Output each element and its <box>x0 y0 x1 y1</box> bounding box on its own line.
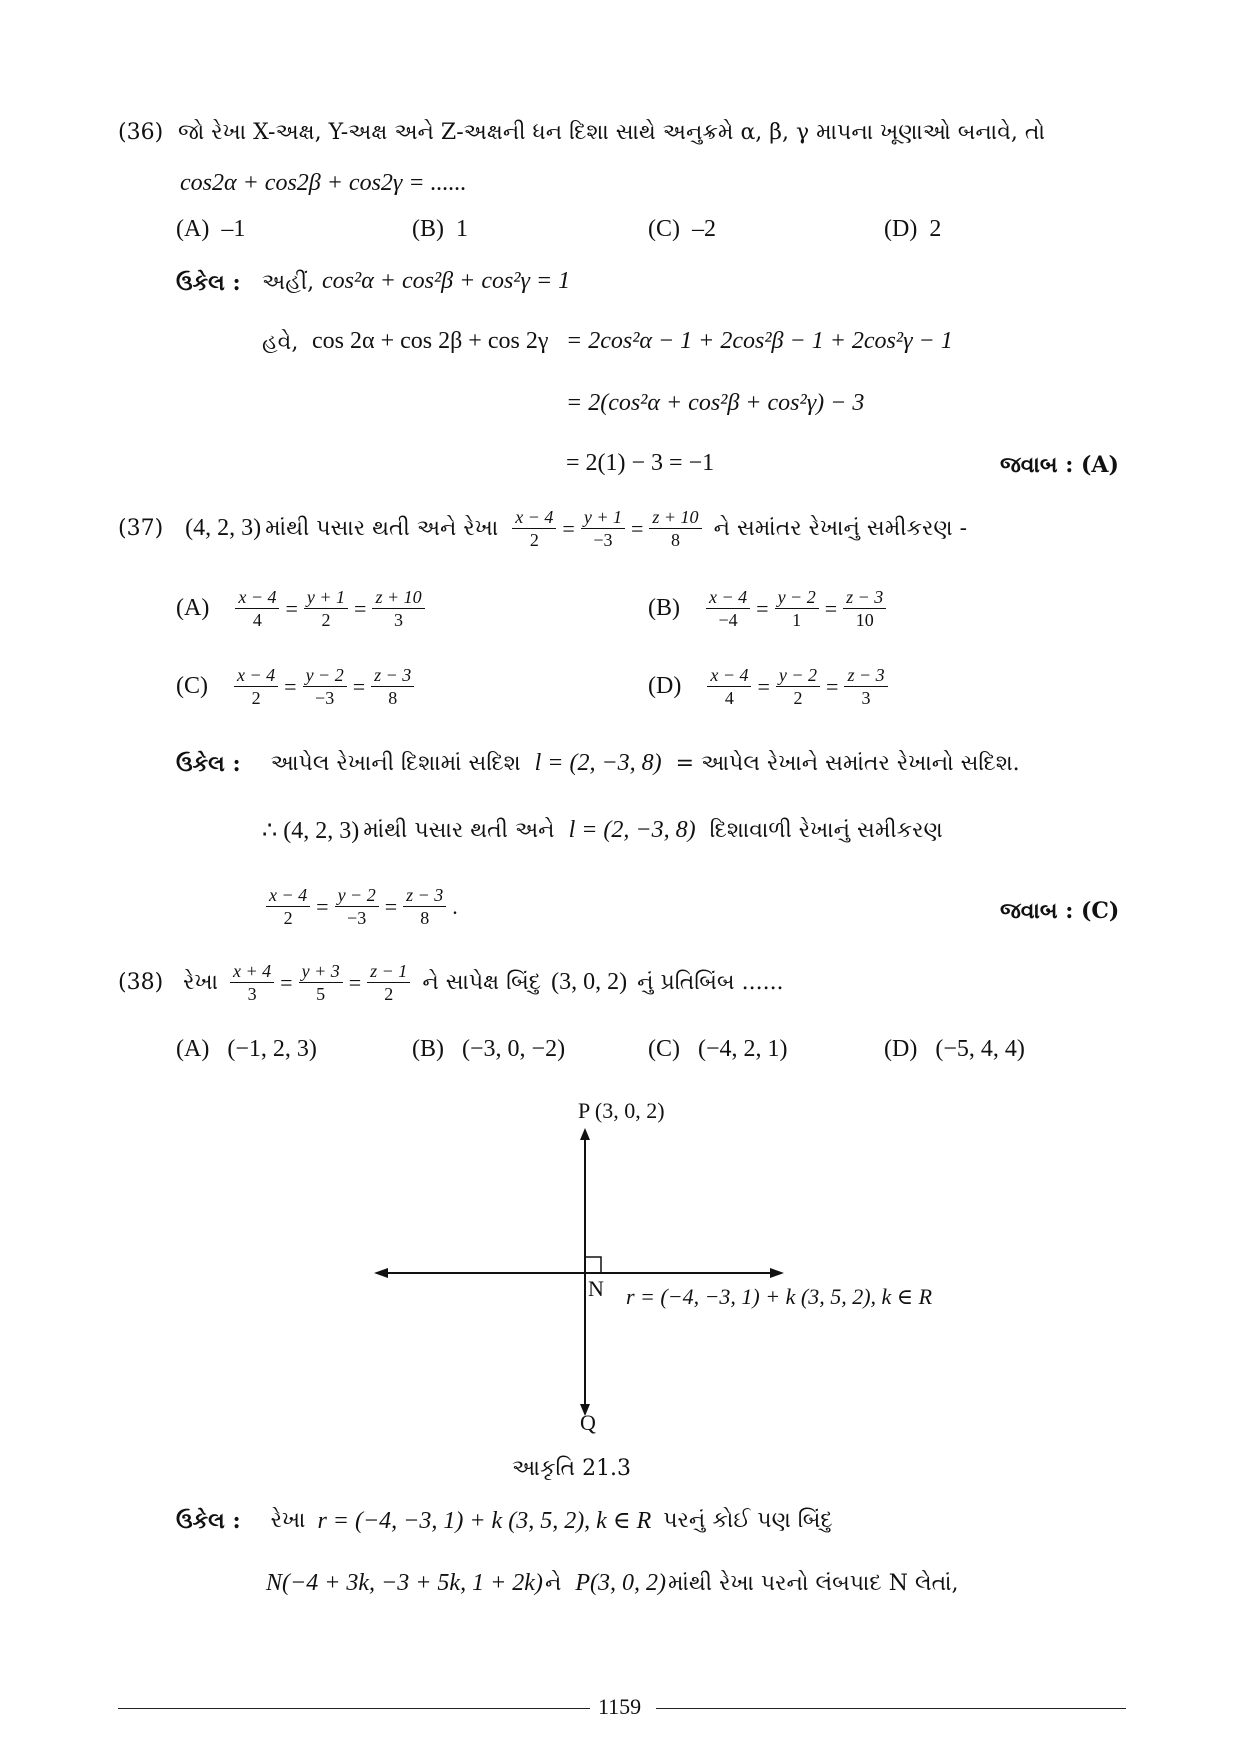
q36-expression: cos2α + cos2β + cos2γ = ...... <box>180 170 467 196</box>
q37-statement: (37) (4, 2, 3) માંથી પસાર થતી અને રેખા $\frac{x - 4}{2}$ = $\frac{y + 1}{-3}$ = $\frac{z + 10}{8}$ ને સમાંતર રેખાનું સમીકરણ - <box>118 507 968 550</box>
q38-solution-line2: N(−4 + 3k, −3 + 5k, 1 + 2k) ને P(3, 0, 2) માંથી રેખા પરનો લંબપાદ N લેતાં, <box>266 1570 959 1596</box>
q37-number: (37) <box>118 516 164 541</box>
q36-solution-step: = 2(cos²α + cos²β + cos²γ) − 3 <box>566 390 865 416</box>
q38-option-c: (C) (−4, 2, 1) <box>648 1036 788 1062</box>
q37-solution-equation: $\frac{x - 4}{2}$ = $\frac{y - 2}{-3}$ = $\frac{z - 3}{8}$ . <box>266 884 464 929</box>
q36-solution-word: અહીં, <box>262 270 315 295</box>
q37-direction-vector: l = (2, −3, 8) <box>534 750 662 776</box>
q36-option-a: (A) –1 <box>176 216 246 242</box>
q36-solution-label: ઉકેલ : <box>176 270 241 296</box>
q36-option-b: (B) 1 <box>412 216 468 242</box>
q38-option-d: (D) (−5, 4, 4) <box>884 1036 1025 1062</box>
q37-point: (4, 2, 3) <box>185 515 262 541</box>
q38-option-a: (A) (−1, 2, 3) <box>176 1036 317 1062</box>
q38-solution-label: ઉકેલ : <box>176 1507 241 1534</box>
figure-line-equation: r = (−4, −3, 1) + k (3, 5, 2), k ∈ R <box>626 1284 933 1309</box>
figure-label-n: N <box>588 1276 604 1301</box>
q36-solution-word-2: હવે, <box>262 330 299 355</box>
q36-answer: જવાબ : (A) <box>1000 452 1119 478</box>
q37-line-frac-z: $\frac{z + 10}{8}$ <box>649 506 701 551</box>
arrow-up-icon <box>580 1128 590 1140</box>
q37-line-frac-y: $\frac{y + 1}{-3}$ <box>581 506 625 551</box>
q38-solution-line1: ઉકેલ : રેખા r = (−4, −3, 1) + k (3, 5, 2), k ∈ R પરનું કોઈ પણ બિંદુ <box>176 1507 833 1534</box>
q36-solution-lhs: cos 2α + cos 2β + cos 2γ <box>312 328 549 354</box>
q37-solution-label: ઉકેલ : <box>176 750 241 777</box>
q37-option-b: (B) $\frac{x - 4}{-4}$ = $\frac{y - 2}{1}$ = $\frac{z - 3}{10}$ <box>648 586 886 631</box>
q36-option-d: (D) 2 <box>884 216 942 242</box>
q36-solution-rhs: = 2cos²α − 1 + 2cos²β − 1 + 2cos²γ − 1 <box>566 328 953 354</box>
q36-option-c: (C) –2 <box>648 216 716 242</box>
figure-label-q: Q <box>580 1410 596 1435</box>
q37-answer: જવાબ : (C) <box>1000 898 1120 924</box>
q38-option-b: (B) (−3, 0, −2) <box>412 1036 566 1062</box>
q37-option-a: (A) $\frac{x - 4}{4}$ = $\frac{y + 1}{2}$ = $\frac{z + 10}{3}$ <box>176 586 425 631</box>
figure-label-p: P (3, 0, 2) <box>578 1098 665 1123</box>
q36-number: (36) <box>118 120 164 145</box>
q36-solution-result: = 2(1) − 3 = −1 <box>566 450 715 476</box>
figure-perpendicular-diagram <box>370 1120 790 1420</box>
footer-rule-right <box>656 1708 1126 1709</box>
q37-option-c: (C) $\frac{x - 4}{2}$ = $\frac{y - 2}{-3}$ = $\frac{z - 3}{8}$ <box>176 664 414 709</box>
page-number: 1159 <box>598 1694 642 1719</box>
arrow-right-icon <box>770 1268 784 1278</box>
q36-solution-identity: cos²α + cos²β + cos²γ = 1 <box>322 268 571 294</box>
arrow-left-icon <box>374 1268 388 1278</box>
q38-point: (3, 0, 2) <box>551 969 628 995</box>
q36-text: જો રેખા X-અક્ષ, Y-અક્ષ અને Z-અક્ષની ધન દિશા સાથે અનુક્રમે α, β, γ માપના ખૂણાઓ બનાવે, તો <box>178 120 1045 145</box>
q37-option-d: (D) $\frac{x - 4}{4}$ = $\frac{y - 2}{2}$ = $\frac{z - 3}{3}$ <box>648 664 888 709</box>
q37-text-a: માંથી પસાર થતી અને રેખા <box>265 516 499 541</box>
q38-number: (38) <box>118 970 164 995</box>
right-angle-mark <box>585 1257 601 1273</box>
footer-rule-left <box>118 1708 590 1709</box>
q37-text-b: ને સમાંતર રેખાનું સમીકરણ - <box>713 516 968 541</box>
q37-line-frac-x: $\frac{x - 4}{2}$ <box>512 506 556 551</box>
figure-caption: આકૃતિ 21.3 <box>512 1456 632 1481</box>
q38-statement: (38) રેખા $\frac{x + 4}{3}$ = $\frac{y + 3}{5}$ = $\frac{z - 1}{2}$ ને સાપેક્ષ બિંદુ (3, 0, 2) નું પ્રતિબિંબ ...... <box>118 961 784 1004</box>
q37-solution-line1: ઉકેલ : આપેલ રેખાની દિશામાં સદિશ l = (2, −3, 8) = આપેલ રેખાને સમાંતર રેખાનો સદિશ. <box>176 750 1020 777</box>
q37-solution-line2: ∴ (4, 2, 3) માંથી પસાર થતી અને l = (2, −3, 8) દિશાવાળી રેખાનું સમીકરણ <box>262 817 943 844</box>
